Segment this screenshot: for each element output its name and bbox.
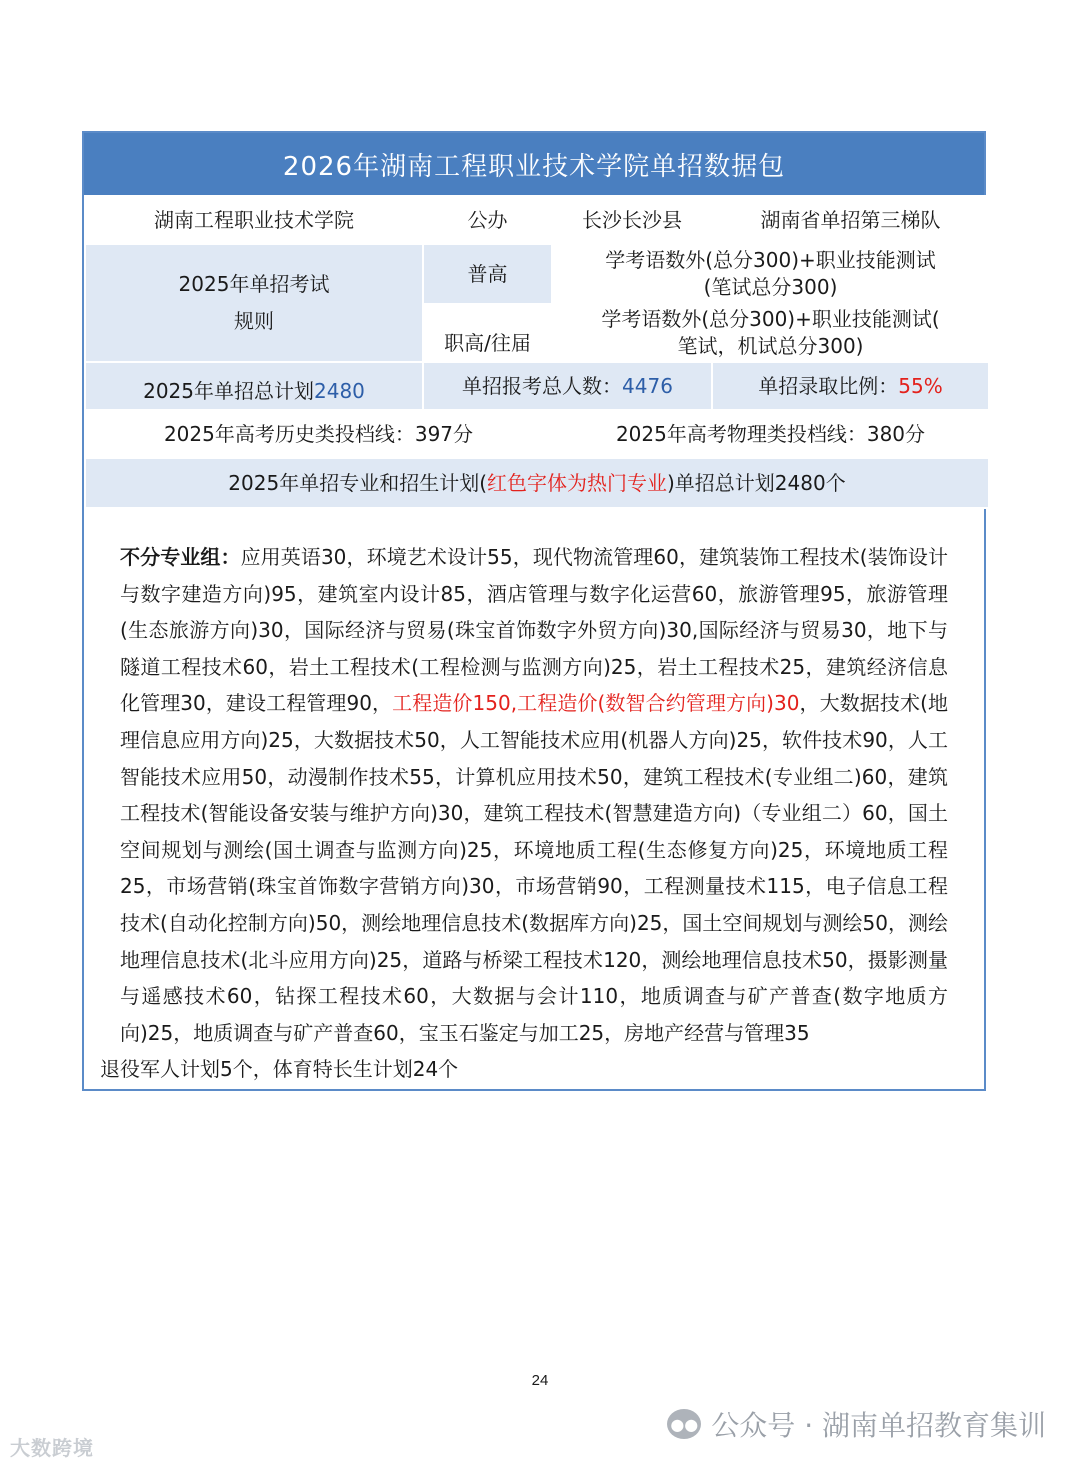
data-package-card	[82, 131, 986, 1091]
info-row-scores	[85, 410, 989, 458]
majors-header-post: )单招总计划2480个	[667, 470, 846, 495]
physics-score-cell: 2025年高考物理类投档线：380分	[552, 410, 989, 458]
exam-rules-label-line2: 规则	[234, 309, 274, 333]
ratio-label: 单招录取比例：	[758, 373, 899, 398]
applicants-cell	[423, 362, 712, 410]
watermark-text: 公众号 · 湖南单招教育集训	[711, 1409, 1046, 1442]
info-table	[84, 195, 990, 509]
majors-lead: 不分专业组：	[120, 545, 241, 569]
corner-logo: 大数跨境	[10, 1436, 94, 1460]
zhigao-label: 职高/往届	[423, 304, 552, 362]
school-name-cell: 湖南工程职业技术学院	[85, 196, 423, 244]
info-row-putong	[85, 244, 989, 304]
applicants-label: 单招报考总人数：	[462, 373, 623, 398]
plan-cell	[85, 362, 423, 410]
plan-value: 2480	[314, 379, 365, 403]
exam-rules-label	[85, 244, 423, 362]
info-row-basic	[85, 196, 989, 244]
history-score-cell: 2025年高考历史类投档线：397分	[85, 410, 552, 458]
putong-rule-line2: (笔试总分300)	[703, 275, 838, 299]
page-number: 24	[531, 1372, 549, 1389]
school-location-cell: 长沙长沙县	[552, 196, 712, 244]
school-tier-cell: 湖南省单招第三梯队	[712, 196, 989, 244]
ratio-cell	[712, 362, 989, 410]
hot-major-1: 工程造价150	[392, 691, 511, 716]
majors-part1: 应用英语30，环境艺术设计55，现代物流管理60，建筑装饰工程技术(装饰设计与数字建造方向)95，建筑室内设计85，酒店管理与数字化运营60，旅游管理95，旅游管理(生态旅游方向)30，国际经济与贸易(珠宝首饰数字外贸方向)30,国际经济与贸易30，地下与隧道工程技术60，岩土工程技术(工程检测与监测方向)25，岩土工程技术25，建筑经济信息化管理30，建设工程管理90，	[120, 545, 948, 716]
putong-rule-line1: 学考语数外(总分300)+职业技能测试	[605, 248, 936, 272]
exam-rules-label-line1: 2025年单招考试	[178, 272, 330, 296]
applicants-value: 4476	[622, 373, 673, 398]
majors-part2: ，大数据技术(地理信息应用方向)25，大数据技术50，人工智能技术应用(机器人方向)25，软件技术90，人工智能技术应用50，动漫制作技术55，计算机应用技术50，建筑工程技术(专业组二)60，建筑工程技术(智能设备安装与维护方向)30，建筑工程技术(智慧建造方向)（专业组二）60，国土空间规划与测绘(国土调查与监测方向)25，环境地质工程(生态修复方向)25，环境地质工程25，市场营销(珠宝首饰数字营销方向)30，市场营销90，工程测量技术115，电子信息工程技术(自动化控制方向)50，测绘地理信息技术(数据库方向)25，国土空间规划与测绘50，测绘地理信息技术(北斗应用方向)25，道路与桥梁工程技术120，测绘地理信息技术50，摄影测量与遥感技术60，钻探工程技术60，大数据与会计110，地质调查与矿产普查(数字地质方向)25，地质调查与矿产普查60，宝玉石鉴定与加工25，房地产经营与管理35	[120, 691, 948, 1045]
plan-label: 2025年单招总计划	[143, 379, 314, 403]
zhigao-rule-line2: 笔试，机试总分300)	[677, 334, 864, 358]
hot-major-2: 工程造价(数智合约管理方向)30	[517, 691, 800, 716]
majors-header	[85, 458, 989, 508]
special-plans-note: 退役军人计划5个，体育特长生计划24个	[100, 1057, 459, 1082]
info-row-majors-header	[85, 458, 989, 508]
ratio-value: 55%	[898, 373, 943, 398]
school-type-cell: 公办	[423, 196, 552, 244]
putong-label: 普高	[423, 244, 552, 304]
majors-header-red: 红色字体为热门专业	[487, 470, 667, 495]
majors-header-pre: 2025年单招专业和招生计划(	[228, 470, 487, 495]
info-row-stats	[85, 362, 989, 410]
zhigao-rule	[552, 304, 989, 362]
putong-rule	[552, 244, 989, 304]
hot-major-separator: ,	[510, 691, 518, 716]
document-title: 2026年湖南工程职业技术学院单招数据包	[84, 133, 984, 195]
zhigao-rule-line1: 学考语数外(总分300)+职业技能测试(	[601, 307, 940, 331]
wechat-icon: ●●	[667, 1409, 701, 1439]
majors-list	[84, 509, 984, 1051]
wechat-watermark	[667, 1404, 1046, 1444]
